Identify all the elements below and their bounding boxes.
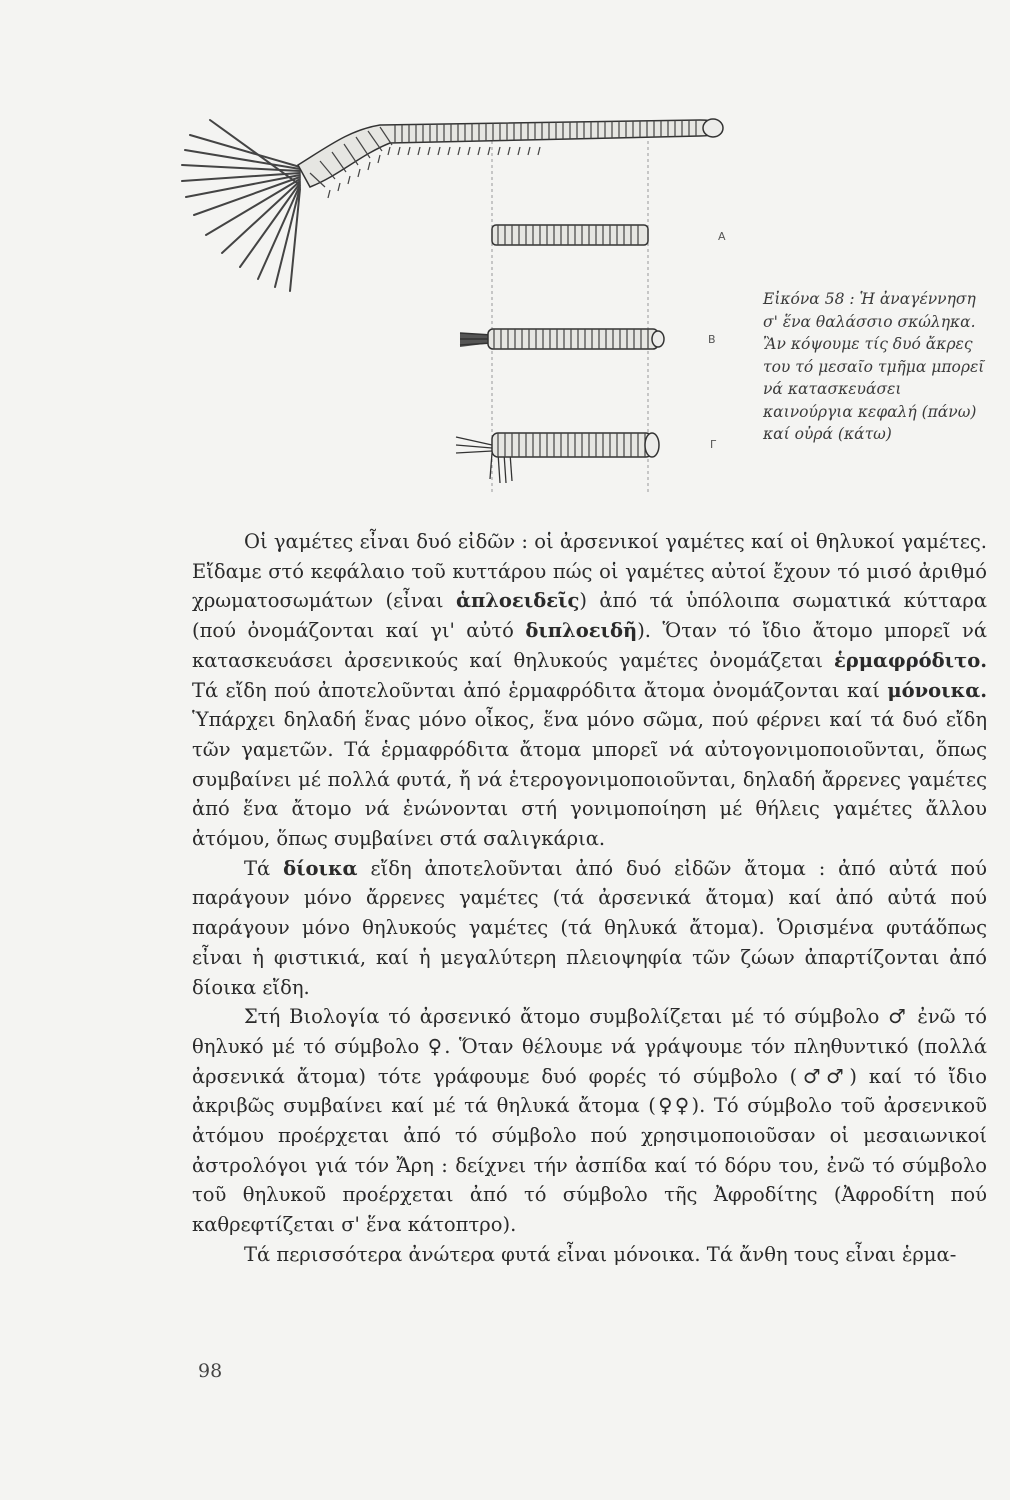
body-bristle <box>518 147 520 155</box>
body-bristle <box>418 147 420 155</box>
p3-text-a: Στή Βιολογία τό ἀρσενικό ἄτομο συμβολίζεται μέ τό σύμβολο <box>244 1005 880 1029</box>
figure-caption: Εἰκόνα 58 : Ἡ ἀναγέννηση σ' ἕνα θαλάσσιο σκώληκα. Ἂν κόψουμε τίς δυό ἄκρες του τό μεσαῖο τμῆμα μπορεῖ νά κατασκευάσει καινούργια κεφαλή (πάνω) καί οὐρά (κάτω) <box>763 290 985 443</box>
paragraph-symbols <box>192 1002 987 1240</box>
main-text <box>192 527 987 1270</box>
term-monoecious: μόνοικα. <box>887 678 987 702</box>
p1-text-f: Ὑπάρχει δηλαδή ἕνας μόνο οἶκος, ἕνα μόνο σῶμα, πού φέρνει καί τά δυό εἴδη τῶν γαμετῶν. Τά ἑρμαφρόδιτα ἄτομα μπορεῖ νά αὐτογονιμοποιοῦνται, ὅπως συμβαίνει μέ πολλά φυτά, ἤ νά ἑτερογονιμοποιοῦνται, δηλαδή ἄρρενες γαμέτες ἀπό ἕνα ἄτομο νά ἑνώνονται στή γονιμοποίηση μέ θήλεις γαμέτες ἄλλου ἀτόμου, ὅπως συμβαίνει στά σαλιγκάρια. <box>192 708 987 851</box>
male-plural-symbol-icon: ♂♂ <box>797 1064 850 1088</box>
figure-worm-regeneration <box>180 95 740 505</box>
p1-text-c: ) ἀπό τά ὑπόλοιπα σωματικά κύτταρα (πού ὀνομάζονται καί γι' αὐτό <box>192 589 987 643</box>
p3-text-e: ). Τό σύμβολο τοῦ ἀρσενικοῦ ἀτόμου προέρχεται ἀπό τό σύμβολο πού χρησιμοποιοῦσαν οἱ μεσαιωνικοί ἀστρολόγοι γιά τόν Ἄρη : δείχνει τήν ἀσπίδα καί τό δόρυ του, ἐνῶ τό σύμβολο τοῦ θηλυκοῦ προέρχεται ἀπό τό σύμβολο τῆς Ἀφροδίτης (Ἀφροδίτη πού καθρεφτίζεται σ' ἕνα κάτοπτρο). <box>192 1094 987 1237</box>
paragraph-gametes <box>192 527 987 854</box>
body-bristle <box>348 176 350 184</box>
body-bristle <box>358 169 360 177</box>
p3-text-c: . Ὅταν θέλουμε νά γράψουμε τόν πληθυντικό (πολλά ἀρσενικά ἄτομα) τότε γράφουμε δυό φορές τό σύμβολο ( <box>192 1034 987 1088</box>
worm-head <box>703 119 723 137</box>
body-bristle <box>368 162 370 170</box>
body-bristle <box>328 190 330 198</box>
p3-text-b: ἐνῶ τό θηλυκό μέ τό σύμβολο <box>192 1005 988 1058</box>
term-dioecious: δίοικα <box>283 856 358 880</box>
body-bristle <box>488 147 490 155</box>
term-hermaphrodite: ἑρμαφρόδιτο. <box>833 648 988 672</box>
female-symbol-icon: ♀ <box>427 1034 445 1058</box>
p4-text: Τά περισσότερα ἀνώτερα φυτά εἶναι μόνοικα. Τά ἄνθη τους εἶναι ἑρμα- <box>244 1242 957 1266</box>
p1-text-a: Οἱ γαμέτες εἶναι δυό εἰδῶν : οἱ ἀρσενικοί γαμέτες καί οἱ θηλυκοί γαμέτες. Εἴδαμε στό κεφάλαιο τοῦ κυττάρου πώς οἱ γαμέτες αὐτοί ἔχουν τό μισό ἀριθμό χρωματοσωμάτων (εἶναι <box>192 530 987 613</box>
body-bristle <box>428 147 430 155</box>
worm-segment-b <box>460 329 664 349</box>
caption-text: Ἡ ἀναγέννηση σ' ἕνα θαλάσσιο σκώληκα. Ἂν κόψουμε τίς δυό ἄκρες του τό μεσαῖο τμῆμα μπορεῖ νά κατασκευάσει καινούργια κεφαλή (πάνω) καί οὐρά (κάτω) <box>763 290 985 443</box>
p1-text-d: ). Ὅταν τό ἴδιο ἄτομο μπορεῖ νά κατασκευάσει ἀρσενικούς καί θηλυκούς γαμέτες ὀνομάζεται <box>192 619 988 672</box>
body-bristle <box>378 155 380 163</box>
p1-text-e: Τά εἴδη πού ἀποτελοῦνται ἀπό ἑρμαφρόδιτα ἄτομα ὀνομάζονται καί <box>192 678 880 702</box>
paragraph-plants <box>192 1240 987 1270</box>
page-number: 98 <box>198 1360 223 1382</box>
term-diploid: διπλοειδῆ <box>525 619 638 643</box>
p2-text-a: Τά <box>244 856 271 880</box>
caption-number: Εἰκόνα 58 <box>763 290 845 308</box>
body-bristle <box>498 147 500 155</box>
body-bristle <box>408 147 410 155</box>
label-c: Γ <box>710 438 717 451</box>
body-bristle <box>528 147 530 155</box>
p2-text-c: εἴδη ἀποτελοῦνται ἀπό δυό εἰδῶν ἄτομα : ἀπό αὐτά πού παράγουν μόνο ἄρρενες γαμέτες (τά ἀρσενικά ἄτομα) καί ἀπό αὐτά πού παράγουν μόνο θηλυκούς γαμέτες (τά θηλυκά ἄτομα). Ὁρισμένα φυτάὅπως εἶναι ἡ φιστικιά, καί ἡ μεγαλύτερη πλειοψηφία τῶν ζώων ἀπαρτίζονται ἀπό δίοικα εἴδη. <box>192 856 987 999</box>
body-bristle <box>468 147 470 155</box>
p3-text-d: ) καί τό ἴδιο ἀκριβῶς συμβαίνει καί μέ τά θηλυκά ἄτομα ( <box>192 1064 987 1118</box>
male-symbol-icon: ♂ <box>888 1005 909 1029</box>
worm-tail-fan <box>182 120 300 291</box>
body-bristle <box>478 147 480 155</box>
worm-segment-c <box>456 433 659 483</box>
paragraph-dioecious <box>192 854 987 1003</box>
worm-segment-a <box>492 225 648 245</box>
body-bristle <box>448 147 450 155</box>
body-bristle <box>398 147 400 155</box>
term-haploid: ἁπλοειδεῖς <box>455 589 580 613</box>
body-bristle <box>438 147 440 155</box>
worm-body-main <box>298 119 723 198</box>
worm-illustration <box>180 95 740 505</box>
body-bristle <box>508 147 510 155</box>
female-plural-symbol-icon: ♀♀ <box>655 1094 692 1118</box>
body-bristle <box>538 147 540 155</box>
body-bristle <box>338 183 340 191</box>
body-bristle <box>458 147 460 155</box>
body-bristle <box>388 147 390 155</box>
label-a: A <box>718 230 726 243</box>
label-b: B <box>708 333 716 346</box>
